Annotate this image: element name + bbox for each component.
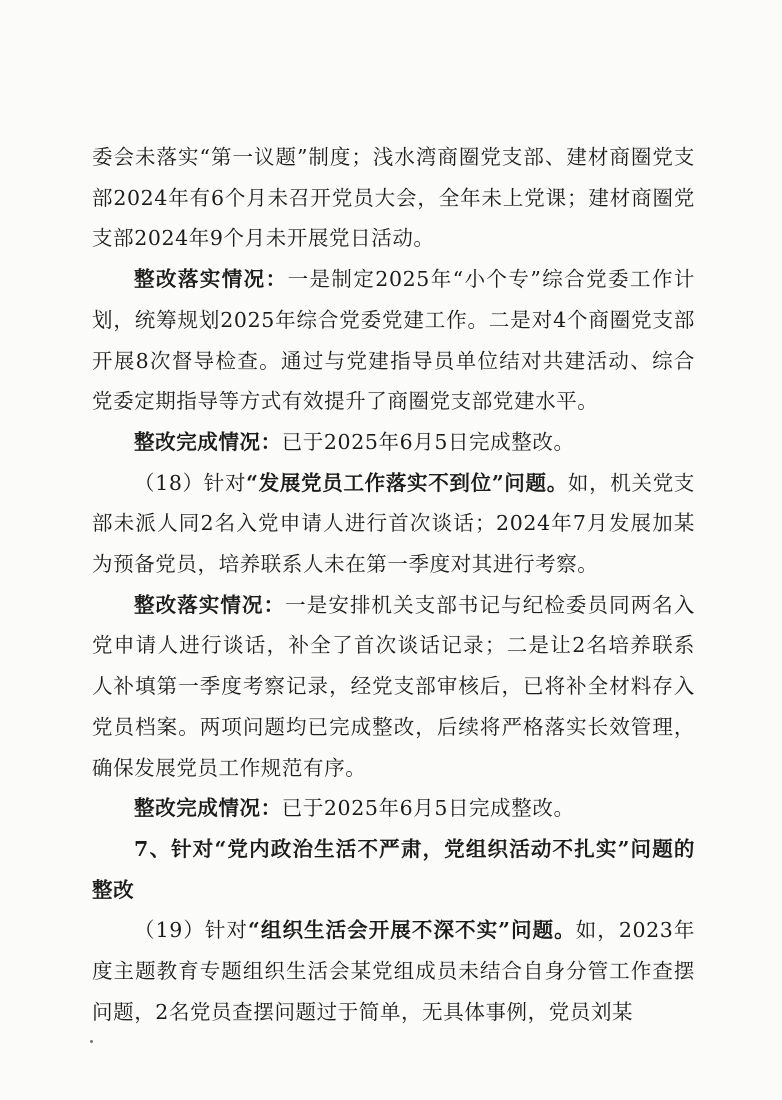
- paragraph-text: 一是制定2025年“小个专”综合党委工作计划，统筹规划2025年综合党委党建工作。二是对4个商圈党支部开展8次督导检查。通过与党建指导员单位结对共建活动、综合党委定期指导等方式有效提升了商圈党支部党建水平。: [92, 267, 696, 414]
- paragraph-text: 委会未落实“第一议题”制度；浅水湾商圈党支部、建材商圈党支部2024年有6个月未召开党员大会，全年未上党课；建材商圈党支部2024年9个月未开展党日活动。: [92, 145, 695, 251]
- issue-title: “组织生活会开展不深不实”问题。: [248, 918, 576, 943]
- paragraph-rectification-measures-2: [92, 585, 695, 789]
- paragraph-issue-19: [92, 910, 695, 1032]
- paragraph-completion-status-1: [92, 422, 695, 463]
- section-heading-7: [92, 829, 695, 910]
- paragraph-text: 已于2025年6月5日完成整改。: [281, 796, 575, 821]
- paragraph-completion-status-2: [92, 788, 695, 829]
- section-heading-text: 7、针对“党内政治生活不严肃，党组织活动不扎实”问题的整改: [92, 836, 695, 902]
- paragraph-text: 如，2023年度主题教育专题组织生活会某党组成员未结合自身分管工作查摆问题，2名党员查摆问题过于简单，无具体事例，党员刘某: [92, 918, 695, 1024]
- rectification-measures-label: 整改落实情况：: [134, 267, 288, 292]
- completion-status-label: 整改完成情况：: [134, 429, 282, 454]
- scan-speck: [90, 1040, 93, 1043]
- document-body: [92, 137, 695, 1032]
- issue-title: “发展党员工作落实不到位”问题。: [246, 470, 568, 495]
- paragraph-party-meetings: [92, 137, 695, 259]
- paragraph-text: 已于2025年6月5日完成整改。: [281, 429, 575, 454]
- issue-number: （19）针对: [134, 918, 249, 943]
- issue-number: （18）针对: [134, 470, 247, 495]
- rectification-measures-label: 整改落实情况：: [134, 592, 286, 617]
- paragraph-text: 如，机关党支部未派人同2名入党申请人进行首次谈话；2024年7月发展加某为预备党员，培养联系人未在第一季度对其进行考察。: [92, 470, 695, 577]
- paragraph-issue-18: [92, 463, 695, 585]
- completion-status-label: 整改完成情况：: [134, 796, 282, 821]
- paragraph-text: 一是安排机关支部书记与纪检委员同两名入党申请人进行谈话，补全了首次谈话记录；二是让2名培养联系人补填第一季度考察记录，经党支部审核后，已将补全材料存入党员档案。两项问题均已完成整改，后续将严格落实长效管理，确保发展党员工作规范有序。: [92, 592, 695, 780]
- paragraph-rectification-measures-1: [92, 259, 695, 422]
